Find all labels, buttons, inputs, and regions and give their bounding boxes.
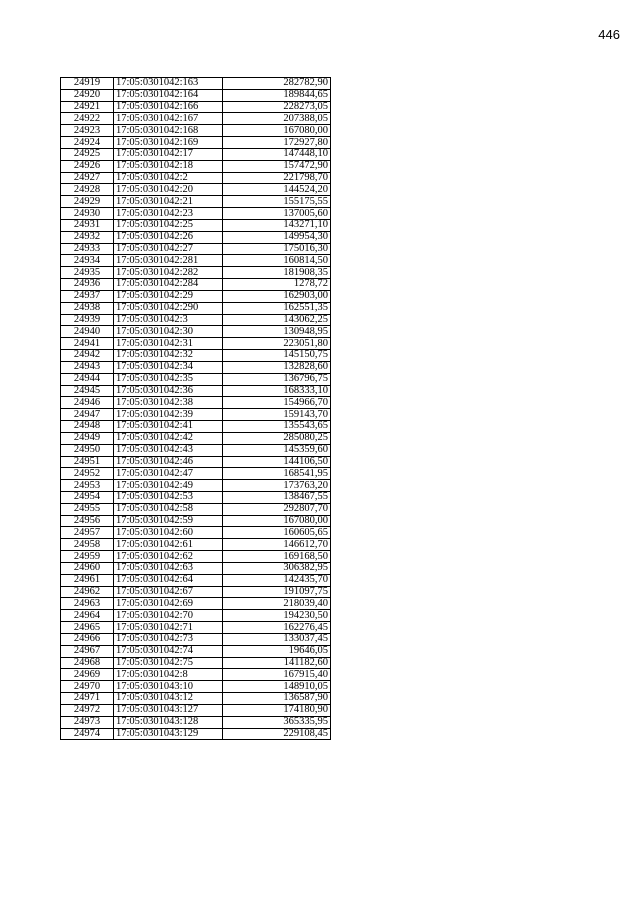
cadastral-number-cell: 17:05:0301042:26 <box>114 231 223 243</box>
cadastral-number-cell: 17:05:0301042:29 <box>114 290 223 302</box>
cadastral-number-cell: 17:05:0301042:59 <box>114 515 223 527</box>
table-row <box>61 503 331 515</box>
row-number-cell: 24920 <box>61 89 114 101</box>
cadastral-number-cell: 17:05:0301042:58 <box>114 503 223 515</box>
table-row <box>61 137 331 149</box>
value-cell: 168333,10 <box>223 385 331 397</box>
table-row <box>61 350 331 362</box>
value-cell: 189844,65 <box>223 89 331 101</box>
table-row <box>61 693 331 705</box>
row-number-cell: 24922 <box>61 113 114 125</box>
row-number-cell: 24965 <box>61 622 114 634</box>
table-row <box>61 326 331 338</box>
cadastral-number-cell: 17:05:0301042:75 <box>114 657 223 669</box>
value-cell: 221798,70 <box>223 172 331 184</box>
row-number-cell: 24940 <box>61 326 114 338</box>
value-cell: 160814,50 <box>223 255 331 267</box>
row-number-cell: 24950 <box>61 444 114 456</box>
row-number-cell: 24957 <box>61 527 114 539</box>
value-cell: 181908,35 <box>223 267 331 279</box>
value-cell: 168541,95 <box>223 468 331 480</box>
row-number-cell: 24930 <box>61 208 114 220</box>
row-number-cell: 24948 <box>61 421 114 433</box>
value-cell: 19646,05 <box>223 645 331 657</box>
table-row <box>61 196 331 208</box>
cadastral-number-cell: 17:05:0301042:20 <box>114 184 223 196</box>
cadastral-number-cell: 17:05:0301042:49 <box>114 480 223 492</box>
value-cell: 136796,75 <box>223 373 331 385</box>
value-cell: 145150,75 <box>223 350 331 362</box>
table-row <box>61 338 331 350</box>
value-cell: 160605,65 <box>223 527 331 539</box>
table-row <box>61 243 331 255</box>
row-number-cell: 24969 <box>61 669 114 681</box>
value-cell: 228273,05 <box>223 101 331 113</box>
cadastral-number-cell: 17:05:0301042:41 <box>114 421 223 433</box>
value-cell: 172927,80 <box>223 137 331 149</box>
table-row <box>61 373 331 385</box>
cadastral-number-cell: 17:05:0301042:61 <box>114 539 223 551</box>
row-number-cell: 24936 <box>61 279 114 291</box>
value-cell: 194230,50 <box>223 610 331 622</box>
cadastral-number-cell: 17:05:0301042:8 <box>114 669 223 681</box>
row-number-cell: 24938 <box>61 302 114 314</box>
cadastral-number-cell: 17:05:0301042:284 <box>114 279 223 291</box>
cadastral-number-cell: 17:05:0301042:47 <box>114 468 223 480</box>
table-row <box>61 361 331 373</box>
row-number-cell: 24961 <box>61 574 114 586</box>
table-row <box>61 515 331 527</box>
row-number-cell: 24972 <box>61 704 114 716</box>
cadastral-number-cell: 17:05:0301042:167 <box>114 113 223 125</box>
cadastral-number-cell: 17:05:0301042:282 <box>114 267 223 279</box>
value-cell: 155175,55 <box>223 196 331 208</box>
value-cell: 142435,70 <box>223 574 331 586</box>
row-number-cell: 24949 <box>61 432 114 444</box>
table-row <box>61 172 331 184</box>
value-cell: 162551,35 <box>223 302 331 314</box>
row-number-cell: 24953 <box>61 480 114 492</box>
cadastral-number-cell: 17:05:0301042:17 <box>114 148 223 160</box>
value-cell: 218039,40 <box>223 598 331 610</box>
row-number-cell: 24925 <box>61 148 114 160</box>
value-cell: 154966,70 <box>223 397 331 409</box>
table-row <box>61 480 331 492</box>
table-row <box>61 113 331 125</box>
row-number-cell: 24937 <box>61 290 114 302</box>
cadastral-number-cell: 17:05:0301043:10 <box>114 681 223 693</box>
value-cell: 159143,70 <box>223 409 331 421</box>
row-number-cell: 24935 <box>61 267 114 279</box>
row-number-cell: 24923 <box>61 125 114 137</box>
table-row <box>61 160 331 172</box>
table-row <box>61 208 331 220</box>
cadastral-number-cell: 17:05:0301042:67 <box>114 586 223 598</box>
row-number-cell: 24952 <box>61 468 114 480</box>
row-number-cell: 24947 <box>61 409 114 421</box>
row-number-cell: 24973 <box>61 716 114 728</box>
row-number-cell: 24929 <box>61 196 114 208</box>
value-cell: 162276,45 <box>223 622 331 634</box>
table-row <box>61 409 331 421</box>
value-cell: 148910,05 <box>223 681 331 693</box>
row-number-cell: 24962 <box>61 586 114 598</box>
cadastral-number-cell: 17:05:0301042:73 <box>114 633 223 645</box>
value-cell: 1278,72 <box>223 279 331 291</box>
row-number-cell: 24959 <box>61 551 114 563</box>
table-row <box>61 255 331 267</box>
value-cell: 141182,60 <box>223 657 331 669</box>
cadastral-number-cell: 17:05:0301042:25 <box>114 219 223 231</box>
value-cell: 136587,90 <box>223 693 331 705</box>
value-cell: 143271,10 <box>223 219 331 231</box>
table-row <box>61 551 331 563</box>
cadastral-number-cell: 17:05:0301042:169 <box>114 137 223 149</box>
table-body <box>61 78 331 740</box>
table-row <box>61 456 331 468</box>
table-row <box>61 645 331 657</box>
row-number-cell: 24926 <box>61 160 114 172</box>
cadastral-number-cell: 17:05:0301042:46 <box>114 456 223 468</box>
table-row <box>61 539 331 551</box>
value-cell: 162903,00 <box>223 290 331 302</box>
cadastral-number-cell: 17:05:0301042:164 <box>114 89 223 101</box>
table-row <box>61 681 331 693</box>
value-cell: 133037,45 <box>223 633 331 645</box>
table-row <box>61 586 331 598</box>
value-cell: 132828,60 <box>223 361 331 373</box>
row-number-cell: 24974 <box>61 728 114 740</box>
table-row <box>61 610 331 622</box>
value-cell: 143062,25 <box>223 314 331 326</box>
cadastral-number-cell: 17:05:0301042:27 <box>114 243 223 255</box>
cadastral-number-cell: 17:05:0301042:70 <box>114 610 223 622</box>
cadastral-number-cell: 17:05:0301043:129 <box>114 728 223 740</box>
table-row <box>61 89 331 101</box>
row-number-cell: 24951 <box>61 456 114 468</box>
cadastral-number-cell: 17:05:0301043:127 <box>114 704 223 716</box>
cadastral-number-cell: 17:05:0301042:64 <box>114 574 223 586</box>
cadastral-number-cell: 17:05:0301042:39 <box>114 409 223 421</box>
row-number-cell: 24933 <box>61 243 114 255</box>
table-row <box>61 728 331 740</box>
row-number-cell: 24964 <box>61 610 114 622</box>
cadastral-value-table <box>60 77 331 740</box>
value-cell: 285080,25 <box>223 432 331 444</box>
cadastral-number-cell: 17:05:0301042:2 <box>114 172 223 184</box>
table-row <box>61 669 331 681</box>
cadastral-number-cell: 17:05:0301042:166 <box>114 101 223 113</box>
table-row <box>61 219 331 231</box>
row-number-cell: 24960 <box>61 562 114 574</box>
row-number-cell: 24967 <box>61 645 114 657</box>
row-number-cell: 24919 <box>61 78 114 90</box>
value-cell: 130948,95 <box>223 326 331 338</box>
row-number-cell: 24939 <box>61 314 114 326</box>
table-row <box>61 78 331 90</box>
value-cell: 135543,65 <box>223 421 331 433</box>
table-row <box>61 421 331 433</box>
cadastral-number-cell: 17:05:0301042:38 <box>114 397 223 409</box>
cadastral-number-cell: 17:05:0301042:168 <box>114 125 223 137</box>
value-cell: 175016,30 <box>223 243 331 255</box>
table-row <box>61 148 331 160</box>
value-cell: 137005,60 <box>223 208 331 220</box>
cadastral-number-cell: 17:05:0301042:62 <box>114 551 223 563</box>
row-number-cell: 24955 <box>61 503 114 515</box>
row-number-cell: 24934 <box>61 255 114 267</box>
table-row <box>61 562 331 574</box>
value-cell: 306382,95 <box>223 562 331 574</box>
table-row <box>61 314 331 326</box>
value-cell: 145359,60 <box>223 444 331 456</box>
table-row <box>61 184 331 196</box>
table-row <box>61 397 331 409</box>
cadastral-number-cell: 17:05:0301042:69 <box>114 598 223 610</box>
row-number-cell: 24924 <box>61 137 114 149</box>
row-number-cell: 24921 <box>61 101 114 113</box>
row-number-cell: 24928 <box>61 184 114 196</box>
value-cell: 292807,70 <box>223 503 331 515</box>
row-number-cell: 24968 <box>61 657 114 669</box>
row-number-cell: 24971 <box>61 693 114 705</box>
value-cell: 167080,00 <box>223 125 331 137</box>
row-number-cell: 24932 <box>61 231 114 243</box>
table-row <box>61 444 331 456</box>
cadastral-number-cell: 17:05:0301042:30 <box>114 326 223 338</box>
table-row <box>61 468 331 480</box>
value-cell: 207388,05 <box>223 113 331 125</box>
row-number-cell: 24931 <box>61 219 114 231</box>
row-number-cell: 24943 <box>61 361 114 373</box>
cadastral-number-cell: 17:05:0301042:23 <box>114 208 223 220</box>
cadastral-number-cell: 17:05:0301042:3 <box>114 314 223 326</box>
row-number-cell: 24941 <box>61 338 114 350</box>
row-number-cell: 24954 <box>61 491 114 503</box>
table-row <box>61 598 331 610</box>
row-number-cell: 24963 <box>61 598 114 610</box>
row-number-cell: 24942 <box>61 350 114 362</box>
table-row <box>61 279 331 291</box>
row-number-cell: 24956 <box>61 515 114 527</box>
row-number-cell: 24966 <box>61 633 114 645</box>
value-cell: 169168,50 <box>223 551 331 563</box>
table-row <box>61 231 331 243</box>
table-row <box>61 290 331 302</box>
value-cell: 144524,20 <box>223 184 331 196</box>
row-number-cell: 24946 <box>61 397 114 409</box>
cadastral-number-cell: 17:05:0301042:32 <box>114 350 223 362</box>
table-row <box>61 302 331 314</box>
table-row <box>61 716 331 728</box>
value-cell: 167080,00 <box>223 515 331 527</box>
value-cell: 147448,10 <box>223 148 331 160</box>
value-cell: 146612,70 <box>223 539 331 551</box>
cadastral-number-cell: 17:05:0301042:53 <box>114 491 223 503</box>
cadastral-number-cell: 17:05:0301042:63 <box>114 562 223 574</box>
table-row <box>61 101 331 113</box>
row-number-cell: 24944 <box>61 373 114 385</box>
value-cell: 223051,80 <box>223 338 331 350</box>
cadastral-number-cell: 17:05:0301042:21 <box>114 196 223 208</box>
value-cell: 191097,75 <box>223 586 331 598</box>
table-row <box>61 633 331 645</box>
value-cell: 138467,55 <box>223 491 331 503</box>
cadastral-number-cell: 17:05:0301042:60 <box>114 527 223 539</box>
table-row <box>61 267 331 279</box>
row-number-cell: 24970 <box>61 681 114 693</box>
cadastral-number-cell: 17:05:0301042:163 <box>114 78 223 90</box>
cadastral-number-cell: 17:05:0301042:71 <box>114 622 223 634</box>
table-row <box>61 432 331 444</box>
cadastral-number-cell: 17:05:0301042:36 <box>114 385 223 397</box>
cadastral-number-cell: 17:05:0301042:42 <box>114 432 223 444</box>
value-cell: 229108,45 <box>223 728 331 740</box>
table-row <box>61 125 331 137</box>
row-number-cell: 24958 <box>61 539 114 551</box>
cadastral-number-cell: 17:05:0301042:74 <box>114 645 223 657</box>
page-number: 446 <box>598 27 620 42</box>
table-row <box>61 704 331 716</box>
value-cell: 144106,50 <box>223 456 331 468</box>
row-number-cell: 24927 <box>61 172 114 184</box>
cadastral-number-cell: 17:05:0301042:281 <box>114 255 223 267</box>
cadastral-number-cell: 17:05:0301043:12 <box>114 693 223 705</box>
table-row <box>61 385 331 397</box>
value-cell: 157472,90 <box>223 160 331 172</box>
table-row <box>61 527 331 539</box>
table-row <box>61 657 331 669</box>
row-number-cell: 24945 <box>61 385 114 397</box>
value-cell: 149954,30 <box>223 231 331 243</box>
table-row <box>61 574 331 586</box>
cadastral-number-cell: 17:05:0301042:18 <box>114 160 223 172</box>
cadastral-number-cell: 17:05:0301042:35 <box>114 373 223 385</box>
table-row <box>61 622 331 634</box>
value-cell: 167915,40 <box>223 669 331 681</box>
value-cell: 282782,90 <box>223 78 331 90</box>
value-cell: 174180,90 <box>223 704 331 716</box>
cadastral-number-cell: 17:05:0301042:43 <box>114 444 223 456</box>
table-row <box>61 491 331 503</box>
cadastral-number-cell: 17:05:0301042:31 <box>114 338 223 350</box>
cadastral-number-cell: 17:05:0301042:34 <box>114 361 223 373</box>
value-cell: 365335,95 <box>223 716 331 728</box>
value-cell: 173763,20 <box>223 480 331 492</box>
cadastral-number-cell: 17:05:0301042:290 <box>114 302 223 314</box>
cadastral-number-cell: 17:05:0301043:128 <box>114 716 223 728</box>
